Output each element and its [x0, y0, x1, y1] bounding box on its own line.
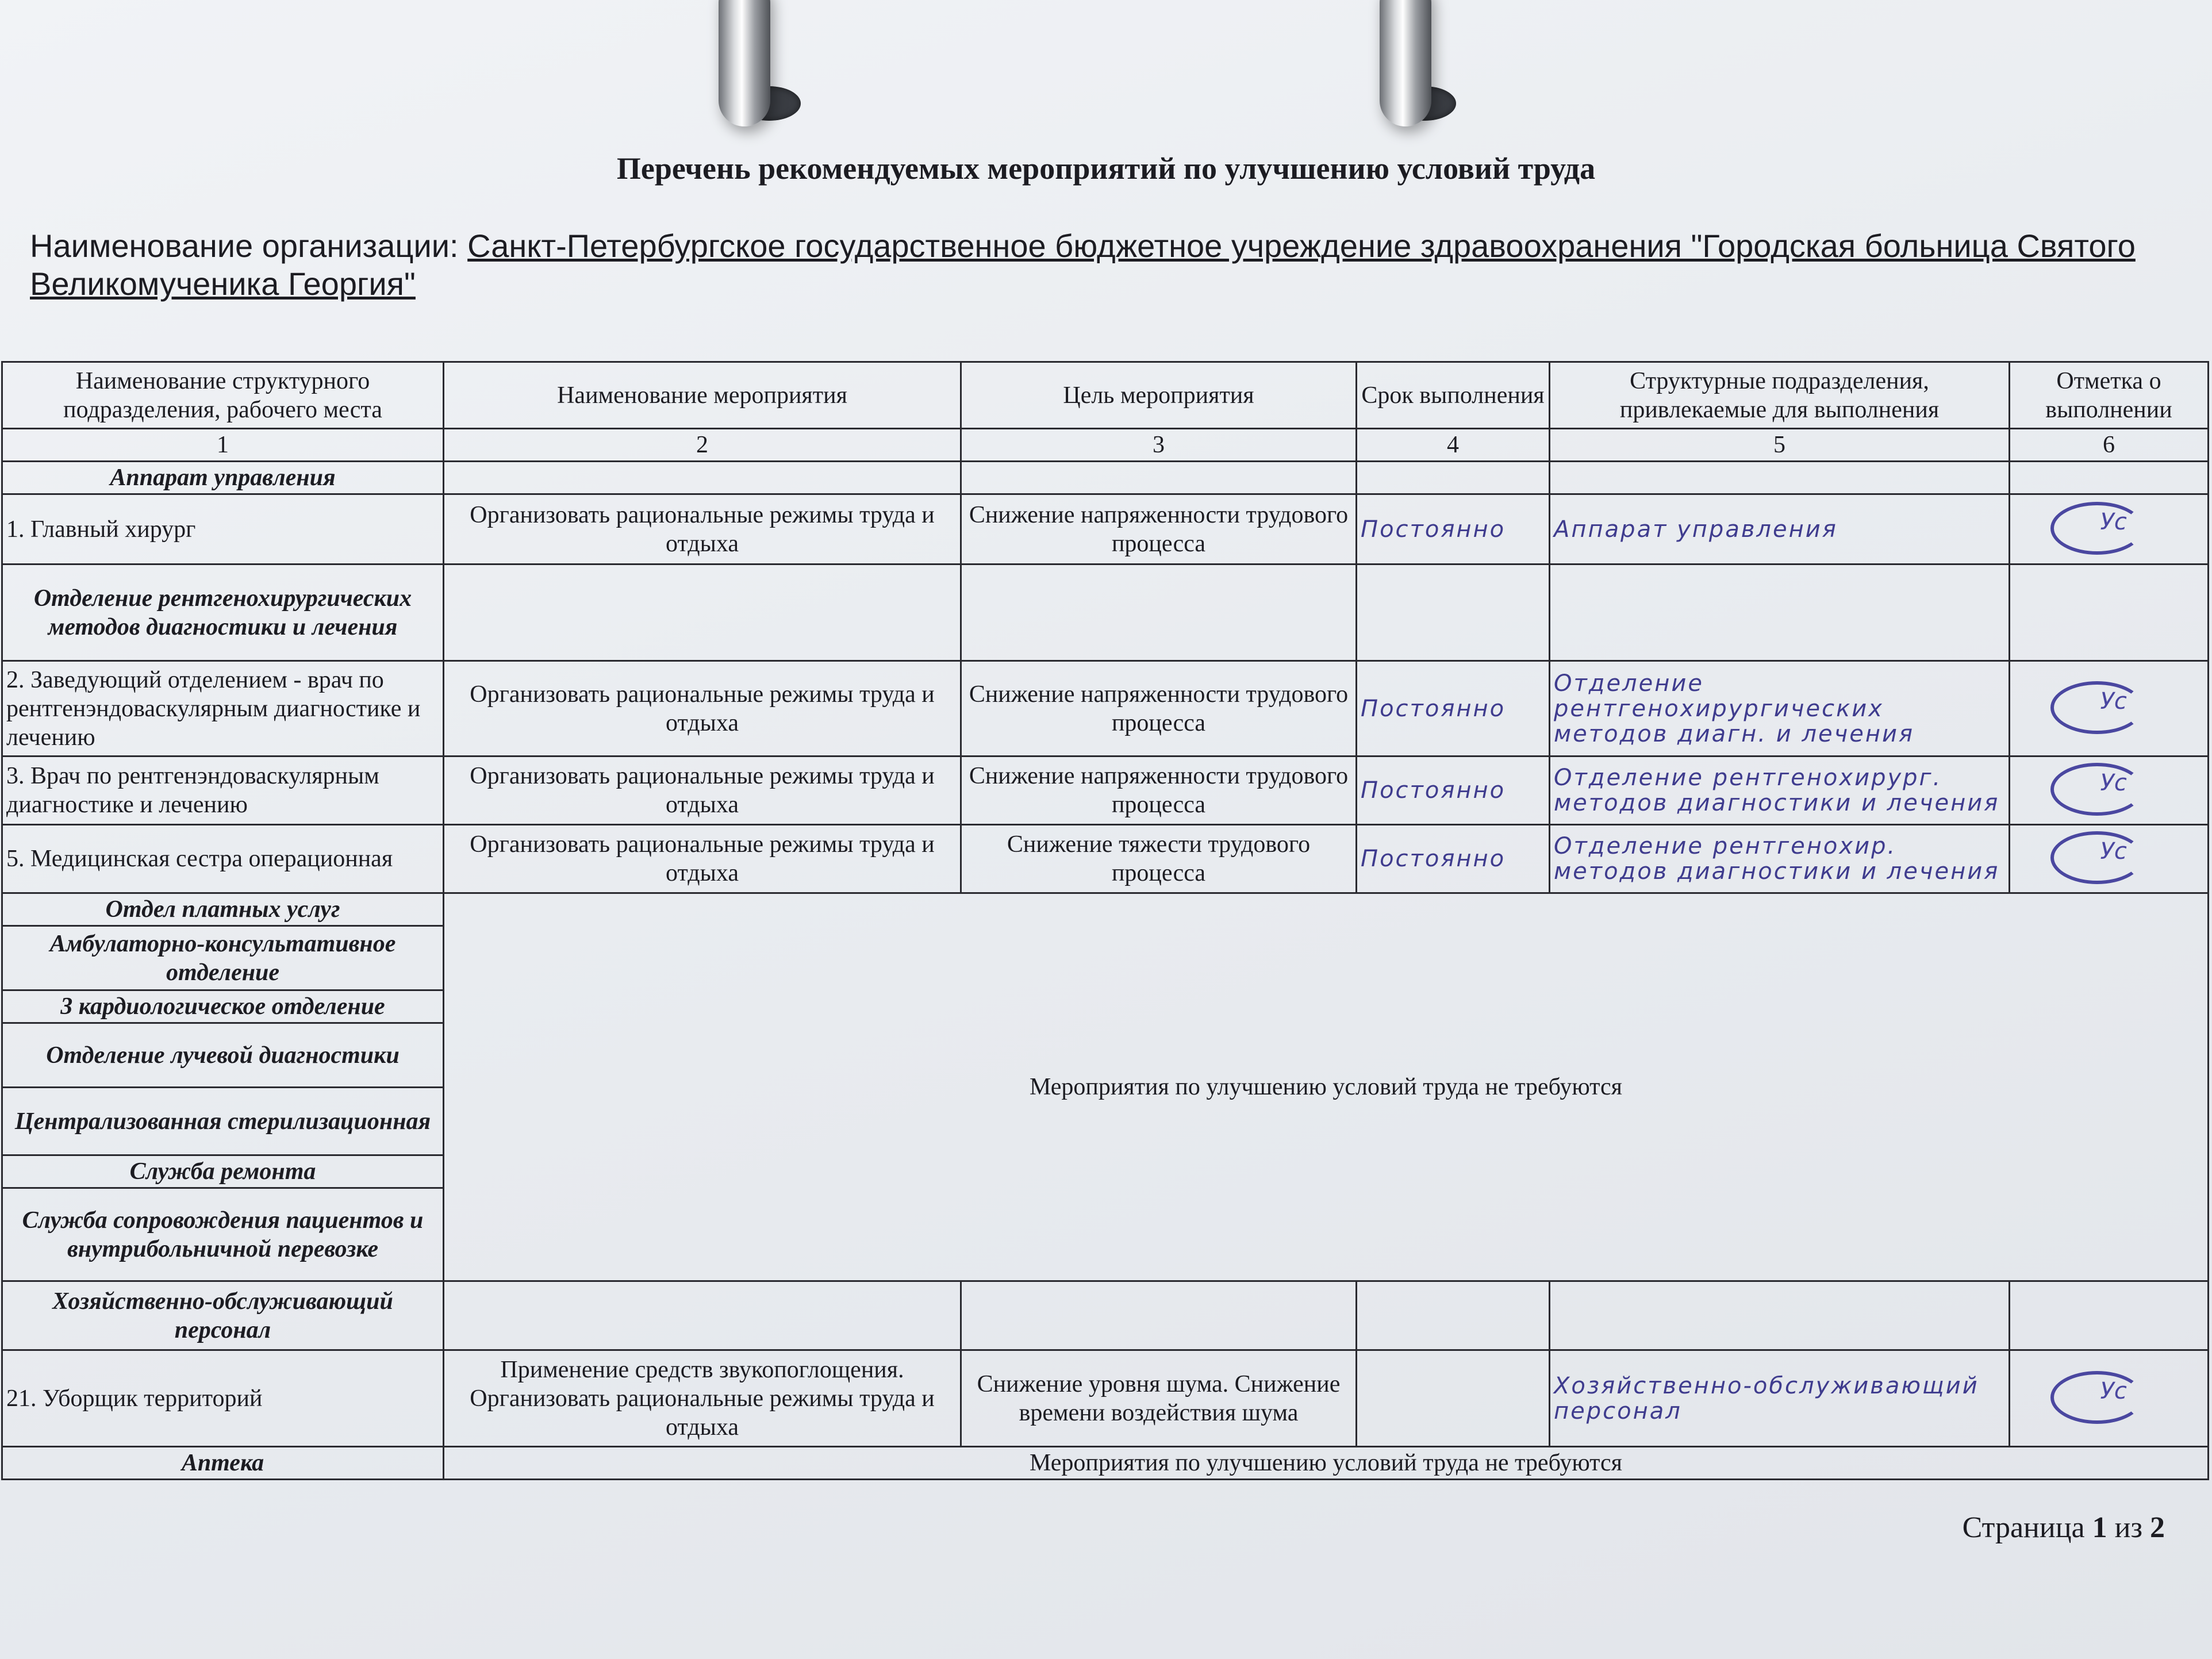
- column-number-row: [2, 429, 2209, 462]
- section-row: [2, 462, 2209, 494]
- job-title: 21. Уборщик территорий: [2, 1350, 444, 1447]
- no-measures-note: Мероприятия по улучшению условий труда не требуются: [444, 893, 2209, 1281]
- document-title: Перечень рекомендуемых мероприятий по улучшению условий труда: [616, 151, 1596, 186]
- header-cell: Наименование структурного подразделения, рабочего места: [2, 362, 444, 429]
- completion-mark: [2010, 1350, 2209, 1447]
- section-title: Амбулаторно-консультативное отделение: [2, 926, 444, 990]
- measure-cell: Применение средств звукопоглощения. Организовать рациональные режимы труда и отдыха: [444, 1350, 961, 1447]
- units-handwritten: Отделение рентгенохирургических методов диагн. и лечения: [1550, 661, 2010, 756]
- column-number: 1: [2, 429, 444, 462]
- measure-cell: Организовать рациональные режимы труда и отдыха: [444, 494, 961, 564]
- section-title: Централизованная стерилизационная: [2, 1088, 444, 1155]
- section-title: Служба ремонта: [2, 1155, 444, 1188]
- units-handwritten: Аппарат управления: [1550, 494, 2010, 564]
- binder-ring-right: [1380, 0, 1431, 126]
- header-cell: Срок выполнения: [1357, 362, 1550, 429]
- term-handwritten: Постоянно: [1357, 661, 1550, 756]
- section-row: [2, 1447, 2209, 1480]
- section-row: [2, 1281, 2209, 1350]
- goal-cell: Снижение напряженности трудового процесса: [961, 494, 1357, 564]
- column-number: 4: [1357, 429, 1550, 462]
- page-number: Страница 1 из 2: [1962, 1511, 2165, 1544]
- signature-mark: Ус: [2046, 827, 2172, 884]
- column-number: 2: [444, 429, 961, 462]
- measure-cell: Организовать рациональные режимы труда и отдыха: [444, 756, 961, 825]
- goal-cell: Снижение уровня шума. Снижение времени воздействия шума: [961, 1350, 1357, 1447]
- job-title: 2. Заведующий отделением - врач по рентгенэндоваскулярным диагностике и лечению: [2, 661, 444, 756]
- completion-mark: [2010, 756, 2209, 825]
- table-row: [2, 1350, 2209, 1447]
- term-handwritten: Постоянно: [1357, 756, 1550, 825]
- measure-cell: Организовать рациональные режимы труда и отдыха: [444, 661, 961, 756]
- section-title: Отделение рентгенохирургических методов диагностики и лечения: [2, 564, 444, 661]
- header-cell: Структурные подразделения, привлекаемые для выполнения: [1550, 362, 2010, 429]
- column-number: 6: [2010, 429, 2209, 462]
- job-title: 1. Главный хирург: [2, 494, 444, 564]
- column-number: 3: [961, 429, 1357, 462]
- column-number: 5: [1550, 429, 2010, 462]
- section-title: Служба сопровождения пациентов и внутрибольничной перевозке: [2, 1188, 444, 1281]
- table-row: [2, 825, 2209, 893]
- completion-mark: [2010, 494, 2209, 564]
- term-handwritten: Постоянно: [1357, 494, 1550, 564]
- header-cell: Отметка о выполнении: [2010, 362, 2209, 429]
- goal-cell: Снижение напряженности трудового процесса: [961, 756, 1357, 825]
- organization-label: Наименование организации:: [30, 228, 459, 264]
- signature-mark: Ус: [2046, 677, 2172, 734]
- signature-mark: Ус: [2046, 758, 2172, 816]
- goal-cell: Снижение напряженности трудового процесса: [961, 661, 1357, 756]
- table-row: [2, 661, 2209, 756]
- units-handwritten: Отделение рентгенохир. методов диагностики и лечения: [1550, 825, 2010, 893]
- table-row: [2, 494, 2209, 564]
- goal-cell: Снижение тяжести трудового процесса: [961, 825, 1357, 893]
- term-handwritten: Постоянно: [1357, 825, 1550, 893]
- completion-mark: [2010, 825, 2209, 893]
- section-title: Отдел платных услуг: [2, 893, 444, 926]
- organization-line: [30, 227, 2157, 303]
- signature-mark: Ус: [2046, 1366, 2172, 1424]
- header-cell: Цель мероприятия: [961, 362, 1357, 429]
- section-row: [2, 893, 2209, 926]
- completion-mark: [2010, 661, 2209, 756]
- section-title: Аптека: [2, 1447, 444, 1480]
- header-row: [2, 362, 2209, 429]
- units-handwritten: Хозяйственно-обслуживающий персонал: [1550, 1350, 2010, 1447]
- organization-name: Санкт-Петербургское государственное бюджетное учреждение здравоохранения "Городская больница Святого Великомученика Георгия": [30, 228, 2136, 302]
- units-handwritten: Отделение рентгенохирург. методов диагностики и лечения: [1550, 756, 2010, 825]
- section-row: [2, 564, 2209, 661]
- term-empty: [1357, 1350, 1550, 1447]
- section-title: Аппарат управления: [2, 462, 444, 494]
- job-title: 3. Врач по рентгенэндоваскулярным диагностике и лечению: [2, 756, 444, 825]
- section-title: 3 кардиологическое отделение: [2, 990, 444, 1023]
- measure-cell: Организовать рациональные режимы труда и отдыха: [444, 825, 961, 893]
- section-title: Хозяйственно-обслуживающий персонал: [2, 1281, 444, 1350]
- signature-mark: Ус: [2046, 497, 2172, 555]
- binder-ring-left: [719, 0, 770, 126]
- job-title: 5. Медицинская сестра операционная: [2, 825, 444, 893]
- measures-table: [1, 361, 2209, 1480]
- header-cell: Наименование мероприятия: [444, 362, 961, 429]
- section-title: Отделение лучевой диагностики: [2, 1023, 444, 1088]
- table-row: [2, 756, 2209, 825]
- no-measures-note: Мероприятия по улучшению условий труда не требуются: [444, 1447, 2209, 1480]
